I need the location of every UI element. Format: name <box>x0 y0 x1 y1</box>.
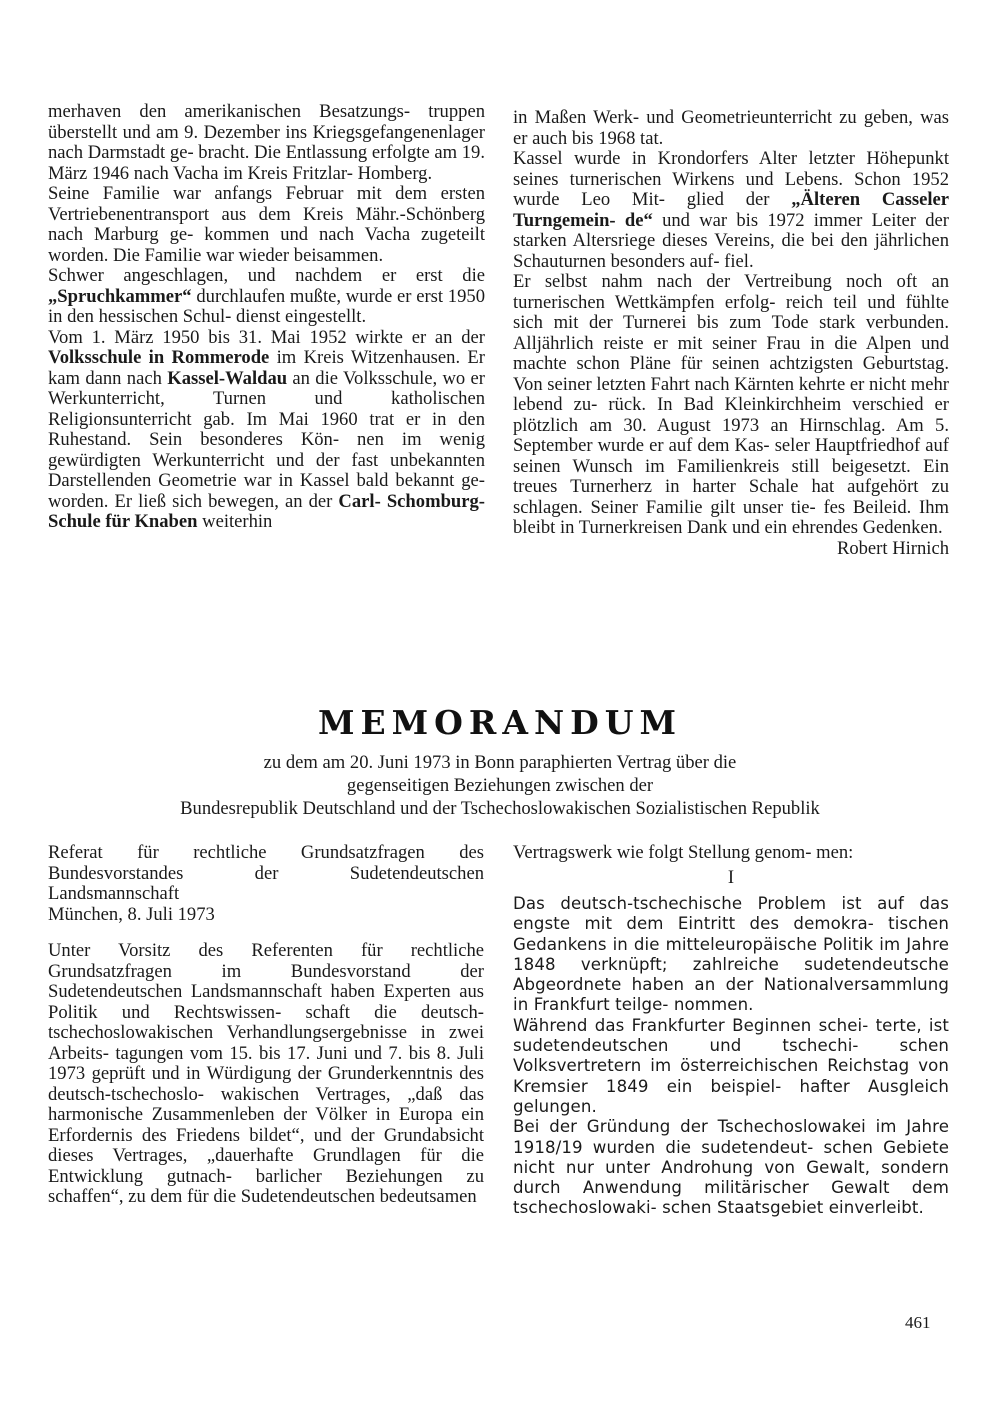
paragraph: Kassel wurde in Krondorfers Alter letzter Höhepunkt seines turnerischen Wirkens und Lebens. Schon 1952 wurde Leo Mit- glied der „Älteren Casseler Turngemein- de“ und war bis 1972 immer Leiter der starken Altersriege dieses Vereins, die bei den jährlichen Schauturnen besonders auf- fiel. <box>513 148 949 272</box>
spacer <box>48 925 484 941</box>
subtitle-line: zu dem am 20. Juni 1973 in Bonn paraphierten Vertrag über die <box>263 752 737 773</box>
section-number: I <box>727 866 735 888</box>
subtitle-line: gegenseitigen Beziehungen zwischen der <box>346 775 654 796</box>
article-column-left-top <box>48 102 485 533</box>
page-number: 461 <box>905 1313 931 1332</box>
paragraph: Unter Vorsitz des Referenten für rechtliche Grundsatzfragen im Bundesvorstand der Sudetendeutschen Landsmannschaft haben Experten aus Politik und Rechtswissen- schaft die deutsch-tschechoslowakischen Verhandlungsergebnisse in zwei Arbeits- tagungen vom 15. bis 17. Juni und 7. bis 8. Juli 1973 geprüft und in Würdigung der Grunderkenntnis des deutsch-tschechoslo- wakischen Vertrages, „daß das harmonische Zusammenleben der Völker in Europa ein Erfordernis des Friedens bildet“, und der Grundabsicht dieses Vertrages, „dauerhafte Grundlagen für die Entwicklung gutnach- barlicher Beziehungen zu schaffen“, zu dem für die Sudetendeutschen bedeutsamen <box>48 940 484 1207</box>
subtitle-line: Bundesrepublik Deutschland und der Tschechoslowakischen Sozialistischen Republik <box>180 798 820 819</box>
article-column-right-top <box>513 108 949 559</box>
date-line: München, 8. Juli 1973 <box>48 903 215 925</box>
issuer-line: Referat für rechtliche Grundsatzfragen des Bundesvorstandes der Sudetendeutschen Landsmannschaft <box>48 842 484 904</box>
paragraph: Seine Familie war anfangs Februar mit dem ersten Vertriebenentransport aus dem Kreis Mähr.-Schönberg nach Marburg ge- kommen und nach Vacha zugeteilt worden. Die Familie war wieder beisammen. <box>48 183 485 266</box>
memorandum-column-left <box>48 843 484 1208</box>
paragraph: Schwer angeschlagen, und nachdem er erst die „Spruchkammer“ durchlaufen mußte, wurde er erst 1950 in den hessischen Schul- dienst eingestellt. <box>48 265 485 327</box>
paragraph: Während das Frankfurter Beginnen schei- terte, ist sudetendeutschen und tschechi- schen Volksvertretern im österreichischen Reichstag von Kremsier 1849 ein beispiel- hafter Ausgleich gelungen. <box>513 1015 949 1116</box>
memorandum-column-right <box>513 843 949 1219</box>
paragraph: Vom 1. März 1950 bis 31. Mai 1952 wirkte er an der Volksschule in Rommerode im Kreis Witzenhausen. Er kam dann nach Kassel-Waldau an die Volksschule, wo er Werkunterricht, Turnen und katholischen Religionsunterricht gab. Im Mai 1960 trat er in den Ruhestand. Sein besonderes Kön- nen im wenig gewürdigten Werkunterricht und der fast unbekannten Darstellenden Geometrie war in Kassel bald bekannt ge- worden. Er ließ sich bewegen, an der Carl- Schomburg-Schule für Knaben weiterhin <box>48 326 485 532</box>
paragraph: in Maßen Werk- und Geometrieunterricht zu geben, was er auch bis 1968 tat. <box>513 107 949 149</box>
memorandum-subtitle <box>40 751 960 820</box>
paragraph: Das deutsch-tschechische Problem ist auf das engste mit dem Eintritt des demokra- tischen Gedankens in die mitteleuropäische Politik im Jahre 1848 verknüpft; zahlreiche sudetendeutsche Abgeordnete haben an der Nationalversammlung in Frankfurt teilge- nommen. <box>513 894 949 1015</box>
paragraph: Er selbst nahm nach der Vertreibung noch oft an turnerischen Wettkämpfen erfolg- reich teil und fühlte sich mit der Turnerei bis zum Tode stark verbunden. Alljährlich reiste er mit seiner Frau in die Alpen und machte schon Pläne für seinen achtzigsten Geburtstag. Von seiner letzten Fahrt nach Kärnten kehrte er nicht mehr lebend zu- rück. In Bad Kleinkirchheim verschied er plötzlich am 30. August 1973 an Hirnschlag. Am 5. September wurde er auf dem Kas- seler Hauptfriedhof auf seinen Wunsch im Familienkreis still beigesetzt. Ein treues Turnerherz in harter Schale hat aufgehört zu schlagen. Seiner Familie gilt unser tie- fes Beileid. Ihm bleibt in Turnerkreisen Dank und ein ehrendes Gedenken. <box>513 271 949 538</box>
memorandum-heading: MEMORANDUM <box>317 703 683 742</box>
author-signature: Robert Hirnich <box>836 537 949 559</box>
paragraph: Bei der Gründung der Tschechoslowakei im Jahre 1918/19 wurden die sudetendeut- schen Gebiete nicht nur unter Androhung von Gewalt, sondern durch Anwendung militärischer Gewalt dem tschechoslowaki- schen Staatsgebiet einverleibt. <box>513 1117 949 1218</box>
paragraph: Vertragswerk wie folgt Stellung genom- men: <box>513 842 854 863</box>
paragraph: merhaven den amerikanischen Besatzungs- truppen überstellt und am 9. Dezember ins Kriegsgefangenenlager nach Darmstadt ge- bracht. Die Entlassung erfolgte am 19. März 1946 nach Vacha im Kreis Fritzlar- Homberg. <box>48 101 485 184</box>
